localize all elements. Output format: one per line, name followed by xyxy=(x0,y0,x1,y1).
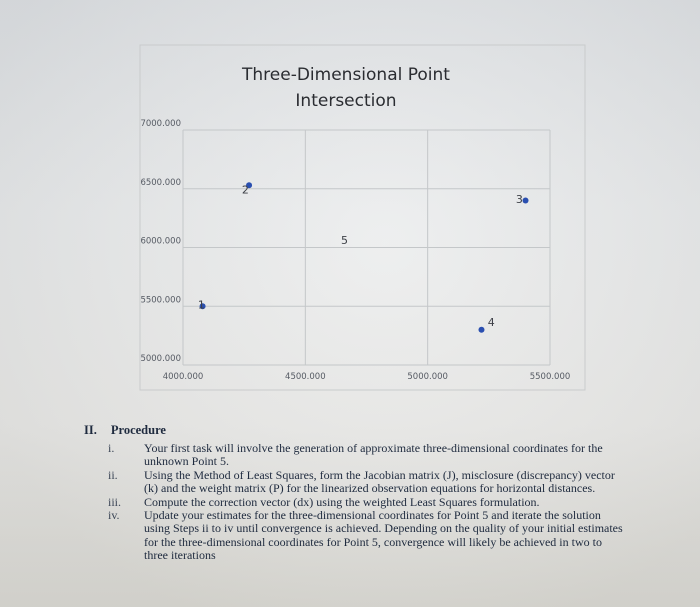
scatter-chart xyxy=(120,40,590,395)
y-tick-label: 5500.000 xyxy=(140,295,181,306)
point-label: 4 xyxy=(487,316,495,330)
step-number: ii. xyxy=(108,467,118,482)
step-text: Compute the correction vector (dx) using the weighted Least Squares formulation. xyxy=(144,494,540,509)
procedure-heading xyxy=(84,423,624,438)
step-number: iv. xyxy=(108,508,120,523)
y-tick-label: 5000.000 xyxy=(140,354,181,364)
step-number: iii. xyxy=(108,494,122,509)
chart-canvas xyxy=(120,40,590,395)
y-tick-label: 6500.000 xyxy=(140,177,181,188)
data-point-marker xyxy=(523,198,529,204)
y-tick-label: 7000.000 xyxy=(140,119,181,129)
point-label: 2 xyxy=(241,183,249,197)
procedure-step xyxy=(108,496,624,509)
procedure-steps xyxy=(108,442,624,563)
step-text: Using the Method of Least Squares, form the Jacobian matrix (J), misclosure (discrepancy) vector (k) and the weight matrix (P) for the linearized observation equations for horizontal distances. xyxy=(144,467,615,496)
x-tick-label: 5500.000 xyxy=(529,372,571,382)
x-tick-label: 4500.000 xyxy=(285,372,326,382)
data-point-marker xyxy=(478,327,484,333)
step-text: Update your estimates for the three-dimensional coordinates for Point 5 and iterate the solution using Steps ii to iv until convergence is achieved. Depending on the quality of your initial estimates for the three-dimensional coordinates for Point 5, convergence will likely be achieved in two to three iterations xyxy=(144,508,623,563)
procedure-step xyxy=(108,442,624,469)
point-label: 1 xyxy=(197,298,205,312)
chart-frame xyxy=(140,45,585,390)
procedure-step xyxy=(108,509,624,563)
procedure-heading-number: II. xyxy=(84,423,97,437)
procedure-step xyxy=(108,469,624,496)
y-tick-label: 6000.000 xyxy=(140,236,181,247)
procedure-heading-text: Procedure xyxy=(110,423,166,437)
point-label: 5 xyxy=(340,233,348,247)
step-number: i. xyxy=(108,441,115,455)
chart-title-line1: Three-Dimensional Point xyxy=(242,65,450,85)
x-tick-label: 5000.000 xyxy=(407,372,448,382)
procedure-section xyxy=(84,423,624,563)
chart-title-line2: Intersection xyxy=(295,91,397,111)
point-label: 3 xyxy=(515,192,523,206)
x-tick-label: 4000.000 xyxy=(162,372,204,382)
step-text: Your first task will involve the generation of approximate three-dimensional coordinates for the unknown Point 5. xyxy=(144,441,603,469)
